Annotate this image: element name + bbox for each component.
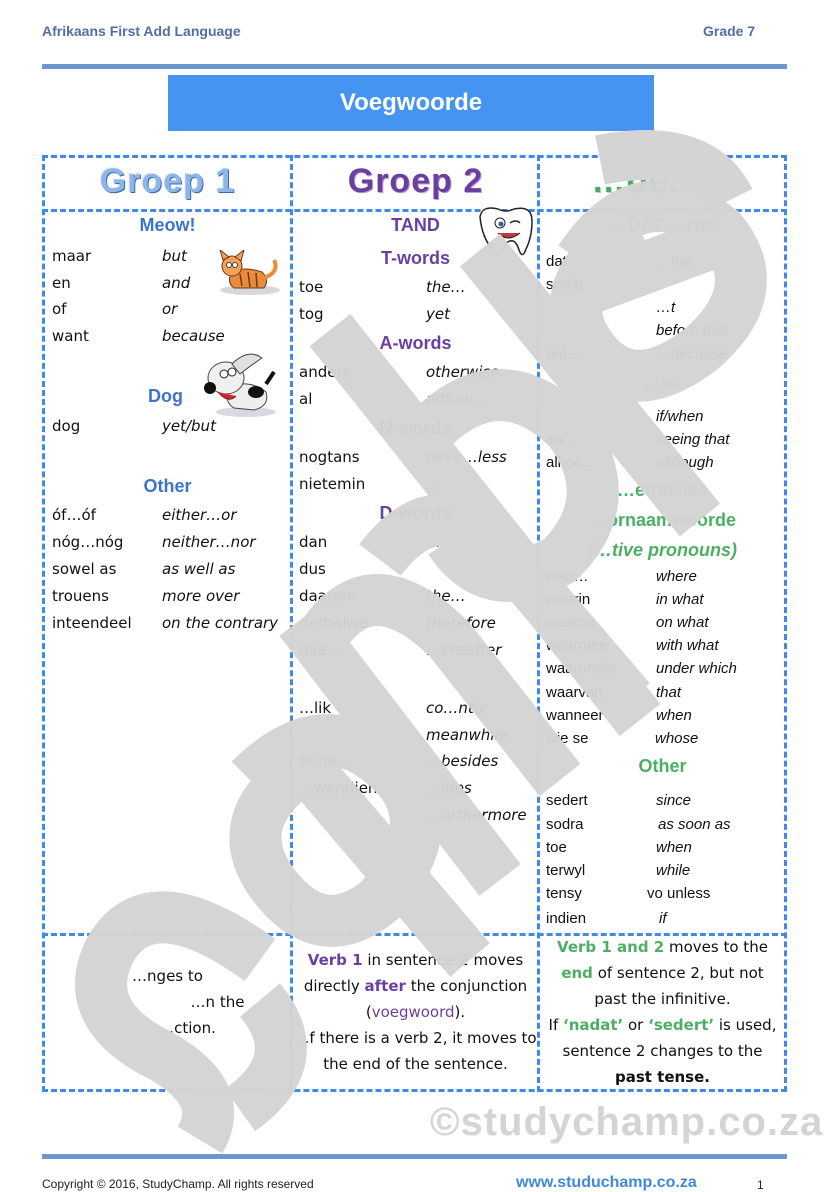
note-line: [293, 999, 538, 1025]
note-text: If: [548, 1016, 563, 1034]
section-title-n-words: N-words: [379, 418, 452, 438]
translation: …ereafter: [426, 641, 502, 659]
studychamp-watermark: ©studychamp.co.za: [430, 1100, 824, 1144]
group-1-heading: Groep 1: [99, 162, 236, 200]
translation: but: [162, 247, 187, 265]
voegwoord-highlight: voegwoord: [371, 1003, 455, 1021]
translation: on the contrary: [162, 614, 279, 632]
subject-label: Afrikaans First Add Language: [42, 23, 241, 39]
word: alhoe…: [546, 454, 598, 471]
word: tensy: [546, 885, 582, 902]
translation: if/when: [656, 408, 704, 425]
word: of: [52, 300, 67, 318]
word: sowel as: [52, 560, 117, 578]
translation: under which: [656, 660, 737, 677]
section-title-a-words: A-words: [379, 333, 452, 353]
section-title-t-words: T-words: [380, 248, 450, 268]
translation: therefore: [426, 614, 496, 632]
word: óf…óf: [52, 506, 96, 524]
translation: as soon as: [658, 816, 731, 833]
section-title-d-words: D-words: [379, 503, 452, 523]
note-text: in sentence 2 moves: [362, 951, 524, 969]
verb-1-and-2-highlight: Verb 1 and 2: [557, 938, 665, 956]
word: waaronder: [546, 660, 617, 677]
note-line: sentence 2 changes to the: [562, 1042, 763, 1060]
translation: since: [656, 792, 692, 809]
translation: …besides: [426, 752, 499, 770]
word: inteendeel: [52, 614, 132, 632]
page-title: Voegwoorde: [168, 75, 654, 131]
word: nogtans: [299, 448, 360, 466]
translation: with what: [656, 637, 719, 654]
website-link[interactable]: www.studuchamp.co.za: [516, 1174, 697, 1191]
word: dog: [52, 417, 81, 435]
translation: whose: [655, 730, 699, 747]
translation: as well as: [162, 560, 236, 578]
translation: …ides: [426, 779, 472, 797]
section-title-betreklike: …etreklike: [616, 480, 709, 500]
translation: the…: [426, 587, 466, 605]
translation: because: [162, 327, 225, 345]
word: al: [299, 390, 313, 408]
section-title-voornaamwoorde: …ornaamwoorde: [588, 510, 737, 530]
word: sodat: [546, 276, 583, 293]
word: …lik: [299, 699, 332, 717]
note-line: [293, 973, 538, 999]
translation: when: [656, 839, 692, 856]
translation: …because: [656, 346, 728, 363]
note-line: the end of the sentence.: [323, 1055, 508, 1073]
group-2-note: [293, 947, 538, 1077]
note-text: (: [365, 1003, 372, 1021]
word: …wendien: [299, 779, 378, 797]
note-line: [540, 1012, 785, 1038]
translation: …: [426, 533, 441, 551]
translation: either…or: [162, 506, 237, 524]
note-line: [540, 960, 785, 986]
translation: while: [656, 862, 691, 879]
translation: …t: [656, 299, 676, 316]
section-title-dog: Dog: [148, 386, 183, 406]
note-text: is used,: [714, 1016, 777, 1034]
end-highlight: end: [561, 964, 593, 982]
word: dan: [299, 533, 328, 551]
section-title-other: Other: [143, 476, 192, 496]
translation: neve…less: [426, 448, 507, 466]
word: buite…: [299, 752, 353, 770]
word: nietemin: [299, 475, 366, 493]
translation: when: [656, 707, 692, 724]
word: dat: [546, 253, 567, 270]
copyright-text: Copyright © 2016, StudyChamp. All rights reserved: [42, 1177, 314, 1191]
word: toe: [299, 278, 324, 296]
group-2-heading: Groep 2: [347, 162, 484, 200]
word: waarin: [546, 591, 591, 608]
translation: co…ntly: [426, 699, 487, 717]
group-1-note: [45, 963, 290, 1041]
translation: and: [162, 274, 191, 292]
word: tog: [299, 305, 324, 323]
word: want: [52, 327, 89, 345]
note-line: …nges to: [132, 967, 203, 985]
note-line: …n the: [190, 993, 245, 1011]
word: terwyl: [546, 862, 586, 879]
grade-label: Grade 7: [703, 23, 756, 39]
word: indien: [546, 910, 587, 927]
note-line: …f there is a verb 2, it moves to: [294, 1029, 537, 1047]
cat-illustration: [214, 250, 282, 296]
translation: …hat: [656, 253, 692, 270]
word: waarmee: [546, 637, 608, 654]
word: en: [52, 274, 71, 292]
translation: in what: [656, 591, 704, 608]
translation: neither…nor: [162, 533, 256, 551]
translation: before that: [656, 322, 728, 339]
section-title-tand: TAND: [391, 215, 440, 235]
note-line: [540, 934, 785, 960]
past-tense-highlight: past tense.: [614, 1068, 710, 1086]
after-highlight: after: [364, 977, 406, 995]
header-rule: [42, 64, 787, 69]
translation: otherwise: [426, 363, 500, 381]
footer-rule: [42, 1154, 787, 1159]
word: sodra: [546, 816, 584, 833]
word: toe: [546, 839, 567, 856]
translation: that: [656, 684, 682, 701]
note-text: ).: [454, 1003, 466, 1021]
note-line: [293, 947, 538, 973]
translation: althou…: [426, 390, 489, 408]
section-title-as: …as: [643, 372, 682, 392]
note-line: [540, 1064, 785, 1090]
translation: …: [426, 475, 441, 493]
word: anders: [299, 363, 351, 381]
translation: although: [656, 454, 714, 471]
translation: yet/but: [162, 417, 216, 435]
translation: where: [656, 568, 697, 585]
translation: …urthermore: [426, 806, 527, 824]
word: derhalwe: [299, 614, 369, 632]
note-line: past the infinitive.: [594, 990, 731, 1008]
word: om…: [546, 346, 582, 363]
word: daarom: [299, 587, 357, 605]
word: nóg…nóg: [52, 533, 124, 551]
verb-1-highlight: Verb 1: [307, 951, 363, 969]
note-text: or: [623, 1016, 649, 1034]
translation: yet: [426, 305, 450, 323]
dog-illustration: [188, 348, 280, 418]
note-text: the conjunction: [405, 977, 528, 995]
section-title-other: Other: [638, 756, 687, 776]
translation: or: [162, 300, 178, 318]
translation: meanwhile: [426, 726, 508, 744]
word: wanneer: [546, 707, 604, 724]
note-text: moves to the: [664, 938, 768, 956]
word: wie se: [546, 730, 589, 747]
word: maar: [52, 247, 92, 265]
translation: vo unless: [647, 885, 711, 902]
word: dus: [299, 560, 326, 578]
word: daa…: [299, 641, 342, 659]
word: waarop: [546, 614, 596, 631]
translation: more over: [162, 587, 240, 605]
sedert-highlight: ‘sedert’: [648, 1016, 715, 1034]
section-title-relative-pronouns: (…tive pronouns): [588, 540, 737, 560]
group-3-note: [540, 934, 785, 1090]
word: aa…: [546, 431, 578, 448]
note-line: …ction.: [159, 1019, 216, 1037]
section-title-dat-words: …DAT-…rds: [610, 215, 715, 235]
group-3-heading: …oe… 3: [591, 162, 734, 200]
word: trouens: [52, 587, 109, 605]
word: waarvan: [546, 684, 603, 701]
translation: the…: [426, 278, 466, 296]
note-text: directly: [303, 977, 365, 995]
nadat-highlight: ‘nadat’: [563, 1016, 624, 1034]
word: waa…: [546, 568, 589, 585]
row-divider: [42, 209, 787, 212]
word: sedert: [546, 792, 588, 809]
page-number: 1: [757, 1178, 764, 1192]
translation: on what: [656, 614, 709, 631]
note-text: of sentence 2, but not: [592, 964, 764, 982]
translation: if: [659, 910, 667, 927]
translation: seeing that: [656, 431, 730, 448]
section-title-meow: Meow!: [139, 215, 196, 235]
